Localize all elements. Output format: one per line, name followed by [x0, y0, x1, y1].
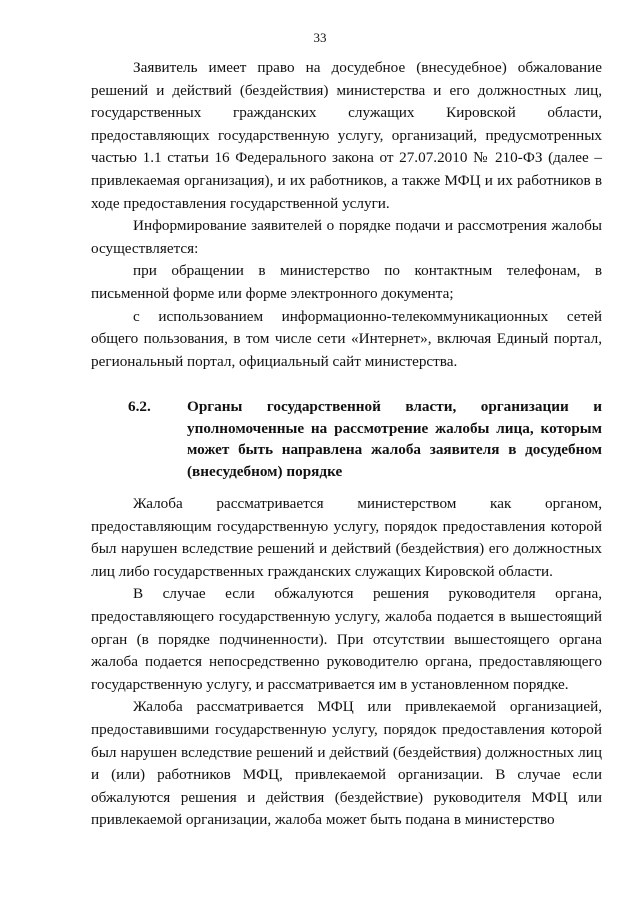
paragraph-mfc-review: Жалоба рассматривается МФЦ или привлекаемой организацией, предоставившими государственную услугу, порядок предоставления которой был нарушен вследствие решений и действий (бездействия) должностных лиц и (или) работников МФЦ, привлекаемой организации. В случае если обжалуются решения и действия (бездействие) руководителя МФЦ или привлекаемой организации, жалоба может быть подана в министерство — [91, 698, 602, 829]
paragraph-appeal-right: Заявитель имеет право на досудебное (внесудебное) обжалование решений и действий (бездействия) министерства и его должностных лиц, государственных гражданских служащих Кировской области, предоставляющих государственную услугу, организаций, предусмотренных частью 1.1 статьи 16 Федерального закона от 27.07.2010 № 210-ФЗ (далее – привлекаемая организация), и их работников, а также МФЦ и их работников в ходе предоставления государственной услуги. — [91, 59, 602, 212]
section-heading-text: Органы государственной власти, организации и уполномоченные на рассмотрение жалобы лица, которым может быть направлена жалоба заявителя в досудебном (внесудебном) порядке — [187, 398, 602, 480]
section-heading — [128, 396, 602, 482]
paragraph-by-phone: при обращении в министерство по контактным телефонам, в письменной форме или форме электронного документа; — [91, 262, 602, 302]
page-number: 33 — [313, 30, 327, 45]
section-complaint-review — [91, 493, 602, 832]
paragraph-by-internet: с использованием информационно-телекоммуникационных сетей общего пользования, в том числе сети «Интернет», включая Единый портал, региональный портал, официальный сайт министерства. — [91, 307, 602, 370]
section-heading-number: 6.2. — [128, 398, 151, 415]
paragraph-informing: Информирование заявителей о порядке подачи и рассмотрения жалобы осуществляется: — [91, 217, 602, 257]
paragraph-head-decisions: В случае если обжалуются решения руководителя органа, предоставляющего государственную услугу, жалоба подается в вышестоящий орган (в порядке подчиненности). При отсутствии вышестоящего органа жалоба подается непосредственно руководителю органа, предоставляющего государственную услугу, и рассматривается им в установленном порядке. — [91, 585, 602, 693]
section-appeal-rights — [91, 57, 602, 373]
paragraph-ministry-review: Жалоба рассматривается министерством как органом, предоставляющим государственную услугу, порядок предоставления которой был нарушен вследствие решений и действий (бездействия) его должностных лиц либо государственных гражданских служащих Кировской области. — [91, 495, 602, 580]
